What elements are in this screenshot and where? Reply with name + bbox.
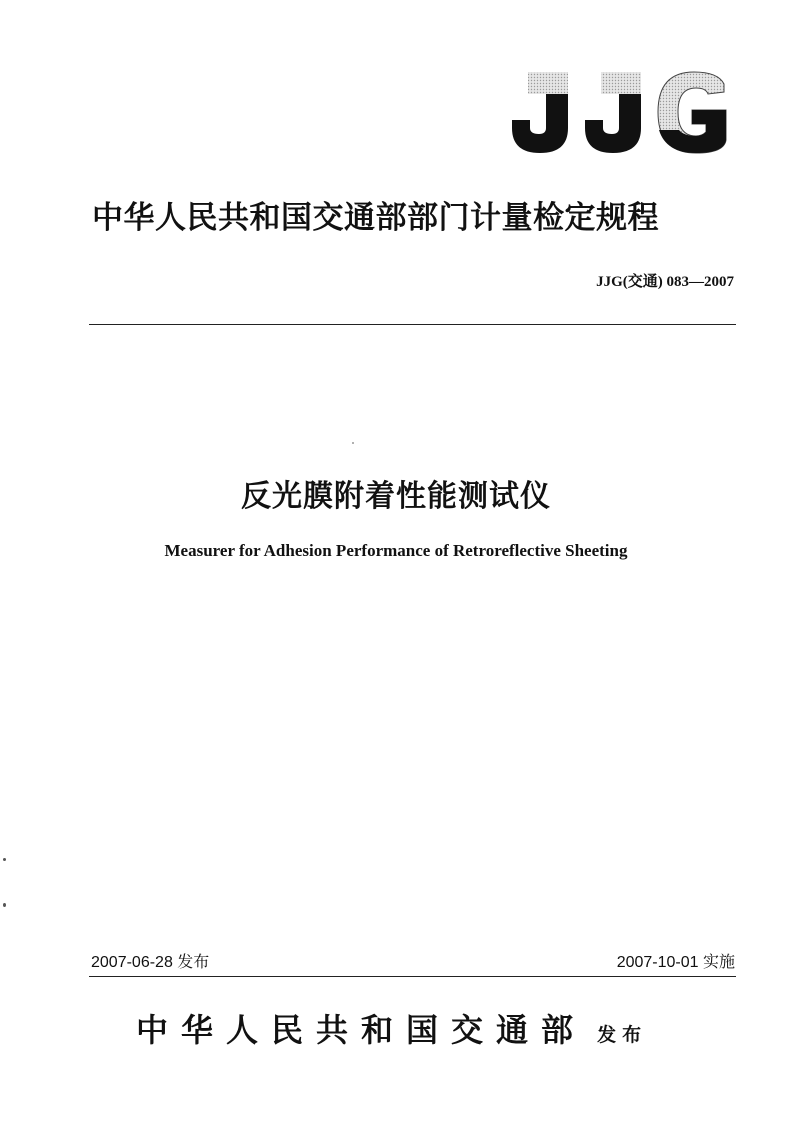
scan-speck [3,858,6,861]
scan-speck [3,903,6,907]
publisher-name: 中华人民共和国交通部 [136,1011,587,1049]
document-title-cn: 反光膜附着性能测试仪 [241,479,551,514]
document-title-en: Measurer for Adhesion Performance of Retroreflective Sheeting [164,541,628,560]
jjg-logo [506,70,730,155]
bottom-divider [89,976,736,977]
logo-letter-j2 [585,72,641,153]
top-divider [89,324,736,325]
logo-letter-j1 [512,72,568,153]
department-title: 中华人民共和国交通部部门计量检定规程 [92,200,659,236]
publisher [136,1005,647,1051]
standard-number: JJG(交通) 083—2007 [596,274,734,290]
implementation-date: 2007-10-01 实施 [616,954,735,971]
logo-letter-g [658,72,726,153]
issue-date: 2007-06-28 发布 [91,954,210,971]
scan-speck [352,442,354,444]
publisher-suffix: 发布 [597,1024,648,1046]
